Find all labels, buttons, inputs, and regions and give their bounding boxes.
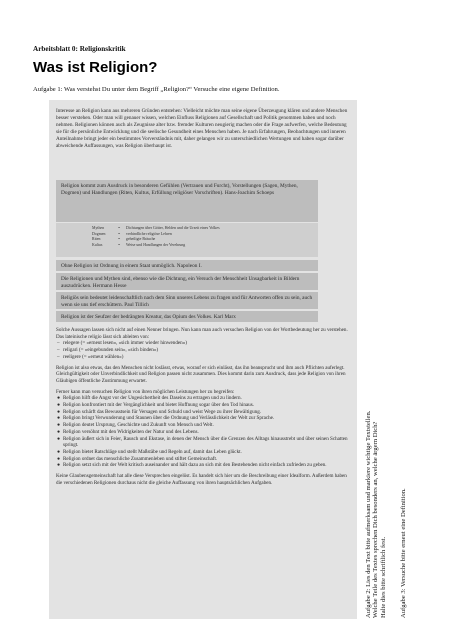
sheet-title: Arbeitsblatt 0: Religionskritik (33, 45, 126, 53)
performance-list (56, 395, 348, 469)
definition-box (56, 180, 318, 222)
list-item: ● Religion setzt sich mit der Welt kritisch auseinander und hält dazu an sich mit den Bestehenden nicht einfach zufrieden zu geben. (57, 462, 327, 469)
task-2: Aufgabe 2: Lies den Text bitte aufmerksam und markiere wichtige Textstellen. Welche Teile des Textes sprechen Dich besonders an, welche ärgern Dich? Halte dies bitte schriftlich fest. (365, 410, 387, 618)
list-item: ● Religion deutet Ursprung, Geschichte und Zukunft von Mensch und Welt. (57, 422, 214, 429)
quote-napoleon: Ohne Religion ist Ordnung in einem Staat unmöglich. Napoleon I. (56, 260, 318, 271)
meaning-paragraph: Religion ist also etwas, das den Menschen nicht loslässt, etwas, worauf er sich einlässt, das ihn beansprucht und ihm auch Pflichten auferlegt. Gleichgültigkeit oder Unverbindlichkeit und Religion passen nicht zusammen. Dies kommt darin zum Ausdruck, dass jede Religion von ihren Gläubigen öffentliche Zustimmung erwartet. (56, 364, 346, 384)
glossary-row: Kultus = Weise und Handlungen der Verehrung (92, 242, 186, 247)
list-item: ● Religion konfrontiert mit der Vergänglichkeit und bietet Hoffnung sogar über den Tod hinaus. (57, 402, 254, 409)
scanned-textbook-page (49, 100, 357, 619)
list-item: – reeligere (= »erneut wählen«) (57, 353, 124, 360)
list-item: ● Religion ordnet das menschliche Zusammenleben und stiftet Gemeinschaft. (57, 455, 218, 462)
schoeps-quote: Religion kommt zum Ausdruck in besonderen Gefühlen (Vertrauen und Furcht), Vorstellungen (Sagen, Mythen, Dogmen) und Handlungen (Riten, Kultus, Erfüllung religiöser Vorschriften). Hans-Joachim Schoeps (61, 183, 298, 196)
etymology-list (56, 340, 348, 360)
definition-glossary (56, 223, 318, 257)
list-item: ● Religion versöhnt mit den Widrigkeiten der Natur und des Lebens. (57, 428, 199, 435)
page-title: Was ist Religion? (33, 59, 158, 76)
lower-text (56, 327, 348, 486)
list-item: – religari (= »eingebunden sein«, »sich binden«) (57, 347, 159, 354)
list-item: ● Religion äußert sich in Feier, Rausch und Ekstase, in denen der Mensch über die Grenzen des Alltags hinausstrebt und über seinen Schatten springt. (57, 435, 348, 449)
list-item: ● Religion hilft die Angst vor der Ungesichertheit des Daseins zu ertragen und zu lindern. (57, 395, 242, 402)
performance-intro: Ferner kann man versuchen Religion von ihren möglichen Leistungen her zu begreifen: (56, 388, 235, 395)
intro-paragraph: Interesse an Religion kann aus mehreren Gründen entstehen: Vielleicht möchte man seine eigene Überzeugung klären und andere Menschen besser verstehen. Oder man will genauer wissen, welchen Einfluss Religionen auf Gesellschaft und Politik genommen haben und noch nehmen. Religionen können auch als Zeugnisse alter bzw. fremder Kulturen neugierig machen oder die Frage aufwerfen, welche Bedeutung sie für die persönliche Entwicklung und die seelische Gesundheit eines Menschen haben. Je nach Erfahrungen, Beobachtungen und inneren Anteilnahme bringt jeder ein bestimmtes Vorverständnis mit, daher gelangen wir zu unterschiedlichen Wertungen und haben sogar darüber abweichende Auffassungen, was Religion überhaupt ist. (56, 108, 348, 149)
word-meaning-paragraph: Solche Aussagen lassen sich nicht auf einen Nenner bringen. Nun kann man auch versuchen Religion von der Wortbedeutung her zu verstehen. Das lateinische religio lässt sich ableiten von: (56, 327, 348, 340)
glossary-row: Mythen = Dichtungen über Götter, Helden und die Urzeit eines Volkes (92, 226, 220, 230)
list-item: ● Religion schärft das Bewusstsein für Versagen und Schuld und weist Wege zu ihrer Bewältigung. (57, 408, 262, 415)
closing-paragraph: Keine Glaubensgemeinschaft hat alle diese Versprechen eingelöst. Es handelt sich hier um die Beschreibung einer Idealform. Außerdem haben die verschiedenen Religionen durchaus nicht die gleiche Auffassung von ihren hauptsächlichen Aufgaben. (56, 473, 347, 486)
list-item: ● Religion bietet Ratschläge und stellt Maßstäbe und Regeln auf, damit das Leben glückt. (57, 448, 242, 455)
glossary-row: Riten = geheiligte Bräuche (92, 237, 156, 242)
glossary-row: Dogmen = verbindliche religiöse Lehren (92, 231, 172, 236)
quote-marx: Religion ist der Seufzer der bedrängten Kreatur, das Opium des Volkes. Karl Marx (56, 311, 318, 322)
list-item: ● Religion bringt Verwunderung und Staunen über die Ordnung und Verlässlichkeit der Welt zur Sprache. (57, 415, 275, 422)
quote-hesse: Die Religionen und Mythen sind, ebenso wie die Dichtung, ein Versuch der Menschheit Unsagbarkeit in Bildern auszudrücken. Hermann Hesse (56, 273, 318, 290)
task-1: Aufgabe 1: Was verstehst Du unter dem Begriff „Religion?“ Versuche eine eigene Definition. (33, 86, 280, 93)
task-3: Aufgabe 3: Versuche bitte erneut eine Definition. (400, 488, 407, 618)
quote-tillich: Religiös sein bedeutet leidenschaftlich nach dem Sinn unseres Lebens zu fragen und für Antworten offen zu sein, auch wenn sie uns tief erschüttern. Paul Tillich (56, 292, 318, 309)
list-item: – relegere (= »erneut lesen«, »sich immer wieder hinwenden«) (57, 340, 187, 347)
